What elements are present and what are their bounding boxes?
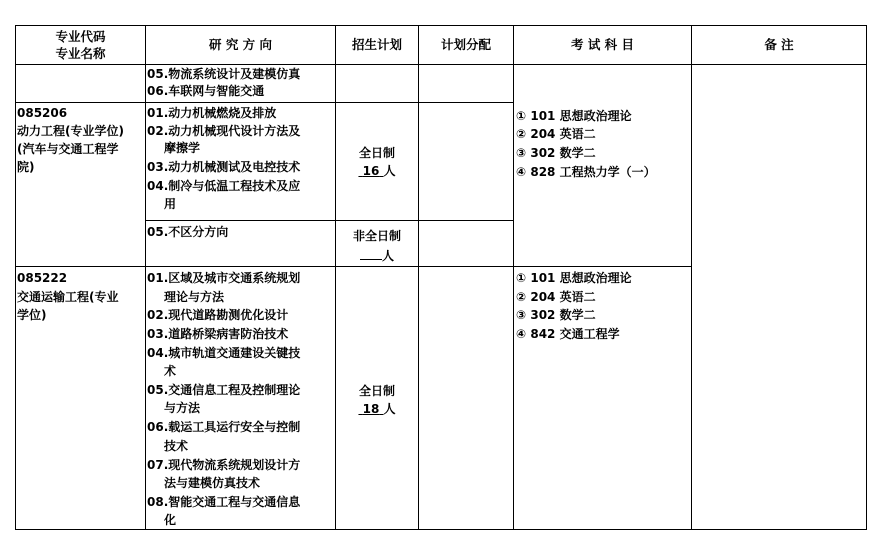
direction-item: 04.城市轨道交通建设关键技 xyxy=(147,346,301,360)
program-name-line: 学位) xyxy=(17,308,47,322)
direction-item-cont: 法与建模仿真技术 xyxy=(164,476,261,490)
direction-item: 01.动力机械燃烧及排放 xyxy=(147,106,277,120)
header-code-name xyxy=(16,28,145,62)
direction-item-cont: 用 xyxy=(164,197,177,211)
col-divider xyxy=(513,25,514,530)
direction-item-cont: 化 xyxy=(164,513,177,527)
direction-item: 05.不区分方向 xyxy=(147,225,229,239)
program-name-line: 动力工程(专业学位) xyxy=(17,124,124,138)
row-divider xyxy=(15,266,513,267)
plan-full-count xyxy=(336,401,418,418)
exam-item: ① 101 思想政治理论 xyxy=(516,109,632,123)
direction-item-cont: 与方法 xyxy=(164,401,201,415)
table-border-left xyxy=(15,25,16,530)
direction-item: 05.物流系统设计及建模仿真 xyxy=(147,67,301,81)
plan-part-label: 非全日制 xyxy=(352,229,401,243)
plan-part-count xyxy=(336,246,418,265)
blank-count xyxy=(360,246,382,260)
plan-full-count xyxy=(336,163,418,180)
program-code: 085222 xyxy=(17,271,68,285)
exam-item: ② 204 英语二 xyxy=(516,127,596,141)
exam-cell-divider xyxy=(513,266,691,267)
exam-item: ④ 828 工程热力学（一） xyxy=(516,165,656,179)
direction-item: 06.车联网与智能交通 xyxy=(147,84,265,98)
header-direction: 研 究 方 向 xyxy=(208,37,273,52)
table-border-right xyxy=(866,25,867,530)
header-bottom-line xyxy=(15,64,866,65)
exam-item: ③ 302 数学二 xyxy=(516,308,596,322)
header-remarks: 备 注 xyxy=(764,37,794,52)
plan-full-label: 全日制 xyxy=(358,384,395,398)
exam-item: ① 101 思想政治理论 xyxy=(516,271,632,285)
table-border-top xyxy=(15,25,866,26)
person-unit: 人 xyxy=(383,402,396,416)
direction-item-cont: 术 xyxy=(164,364,177,378)
col-divider xyxy=(335,25,336,530)
direction-item: 01.区域及城市交通系统规划 xyxy=(147,271,301,285)
program-name-line: (汽车与交通工程学 xyxy=(17,142,119,156)
direction-item: 03.道路桥梁病害防治技术 xyxy=(147,327,289,341)
exam-item: ③ 302 数学二 xyxy=(516,146,596,160)
header-name-label: 专业名称 xyxy=(55,46,106,61)
direction-item: 03.动力机械测试及电控技术 xyxy=(147,160,301,174)
plan-full-label: 全日制 xyxy=(358,146,395,160)
exam-item: ④ 842 交通工程学 xyxy=(516,327,620,341)
table-border-bottom xyxy=(15,529,866,530)
header-code-label: 专业代码 xyxy=(55,29,106,44)
person-unit: 人 xyxy=(383,164,396,178)
direction-item: 02.动力机械现代设计方法及 xyxy=(147,124,301,138)
program-name-line: 交通运输工程(专业 xyxy=(17,290,119,304)
col-divider xyxy=(691,25,692,530)
exam-item: ② 204 英语二 xyxy=(516,290,596,304)
direction-item: 06.载运工具运行安全与控制 xyxy=(147,420,301,434)
row-divider xyxy=(145,220,513,221)
person-unit: 人 xyxy=(381,249,394,263)
plan-count-value: 18 xyxy=(362,402,380,416)
direction-item: 07.现代物流系统规划设计方 xyxy=(147,458,301,472)
direction-item-cont: 摩擦学 xyxy=(164,141,201,155)
plan-count-value: 16 xyxy=(362,164,380,178)
program-code: 085206 xyxy=(17,106,68,120)
direction-item: 08.智能交通工程与交通信息 xyxy=(147,495,301,509)
direction-item-cont: 技术 xyxy=(164,439,189,453)
program-name-line: 院) xyxy=(17,160,35,174)
row-divider xyxy=(15,102,513,103)
col-divider xyxy=(418,25,419,530)
header-exam-subjects: 考 试 科 目 xyxy=(570,37,635,52)
header-enroll-plan: 招生计划 xyxy=(351,37,402,52)
direction-item: 04.制冷与低温工程技术及应 xyxy=(147,179,301,193)
col-divider xyxy=(145,25,146,530)
direction-item-cont: 理论与方法 xyxy=(164,290,225,304)
direction-item: 02.现代道路勘测优化设计 xyxy=(147,308,289,322)
header-plan-alloc: 计划分配 xyxy=(440,37,491,52)
direction-item: 05.交通信息工程及控制理论 xyxy=(147,383,301,397)
